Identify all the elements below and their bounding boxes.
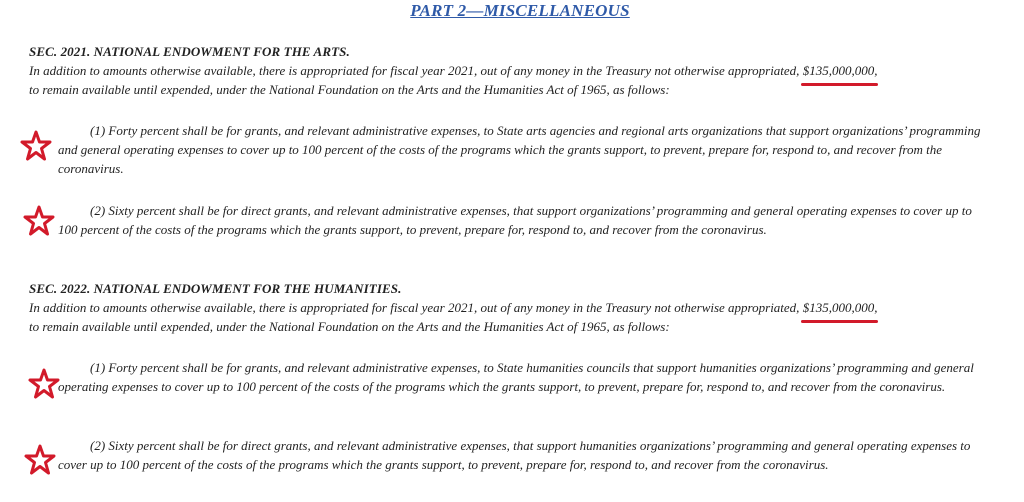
section-heading: SEC. 2021. NATIONAL ENDOWMENT FOR THE ARTS. (29, 44, 350, 59)
section-2021 (29, 42, 1019, 99)
paragraph-text: Forty percent shall be for grants, and relevant administrative expenses, to State humanities councils that support humanities organizations’ programming and general operating expenses to cover up to 100 percent of the costs of the programs which the grants support, to prevent, prepare for, respond to, and recover from the coronavirus. (58, 360, 974, 394)
red-underline-mark (801, 83, 879, 86)
amount-text: $135,000,000 (802, 300, 875, 315)
section-intro-line1 (29, 298, 1019, 317)
intro-comma: , (874, 300, 878, 315)
appropriation-amount (802, 61, 878, 80)
paragraph-number: (1) (90, 360, 106, 375)
part-title: PART 2—MISCELLANEOUS (410, 1, 630, 20)
red-underline-mark (801, 320, 879, 323)
intro-text: In addition to amounts otherwise available, there is appropriated for fiscal year 2021, out of any money in the Treasury not otherwise appropriated, (29, 300, 803, 315)
paragraph-2021-1 (58, 121, 988, 178)
paragraph-number: (2) (90, 438, 106, 453)
paragraph-text: Sixty percent shall be for direct grants, and relevant administrative expenses, that support organizations’ programming and general operating expenses to cover up to 100 percent of the costs of the programs which the grants support, to prevent, prepare for, respond to, and recover from the coronavirus. (58, 203, 972, 237)
star-outline-icon (22, 204, 56, 238)
intro-text: In addition to amounts otherwise available, there is appropriated for fiscal year 2021, out of any money in the Treasury not otherwise appropriated, (29, 63, 803, 78)
paragraph-text: Forty percent shall be for grants, and relevant administrative expenses, to State arts agencies and regional arts organizations that support organizations’ programming and general operating expenses to cover up to 100 percent of the costs of the programs which the grants support, to prevent, prepare for, respond to, and recover from the coronavirus. (58, 123, 981, 176)
star-outline-icon (27, 367, 61, 401)
paragraph-text: Sixty percent shall be for direct grants, and relevant administrative expenses, that support humanities organizations’ programming and general operating expenses to cover up to 100 percent of the costs of the programs which the grants support, to prevent, prepare for, respond to, and recover from the coronavirus. (58, 438, 971, 472)
appropriation-amount (802, 298, 878, 317)
intro-comma: , (874, 63, 878, 78)
paragraph-2021-2 (58, 201, 988, 239)
section-2022 (29, 279, 1019, 336)
paragraph-2022-1 (58, 358, 988, 396)
star-outline-icon (19, 129, 53, 163)
section-intro-line2: to remain available until expended, under the National Foundation on the Arts and the Humanities Act of 1965, as follows: (29, 319, 670, 334)
section-intro-line2: to remain available until expended, under the National Foundation on the Arts and the Humanities Act of 1965, as follows: (29, 82, 670, 97)
paragraph-number: (2) (90, 203, 106, 218)
amount-text: $135,000,000 (802, 63, 875, 78)
star-outline-icon (23, 443, 57, 477)
section-heading: SEC. 2022. NATIONAL ENDOWMENT FOR THE HUMANITIES. (29, 281, 402, 296)
section-intro-line1 (29, 61, 1019, 80)
paragraph-number: (1) (90, 123, 106, 138)
paragraph-2022-2 (58, 436, 988, 474)
